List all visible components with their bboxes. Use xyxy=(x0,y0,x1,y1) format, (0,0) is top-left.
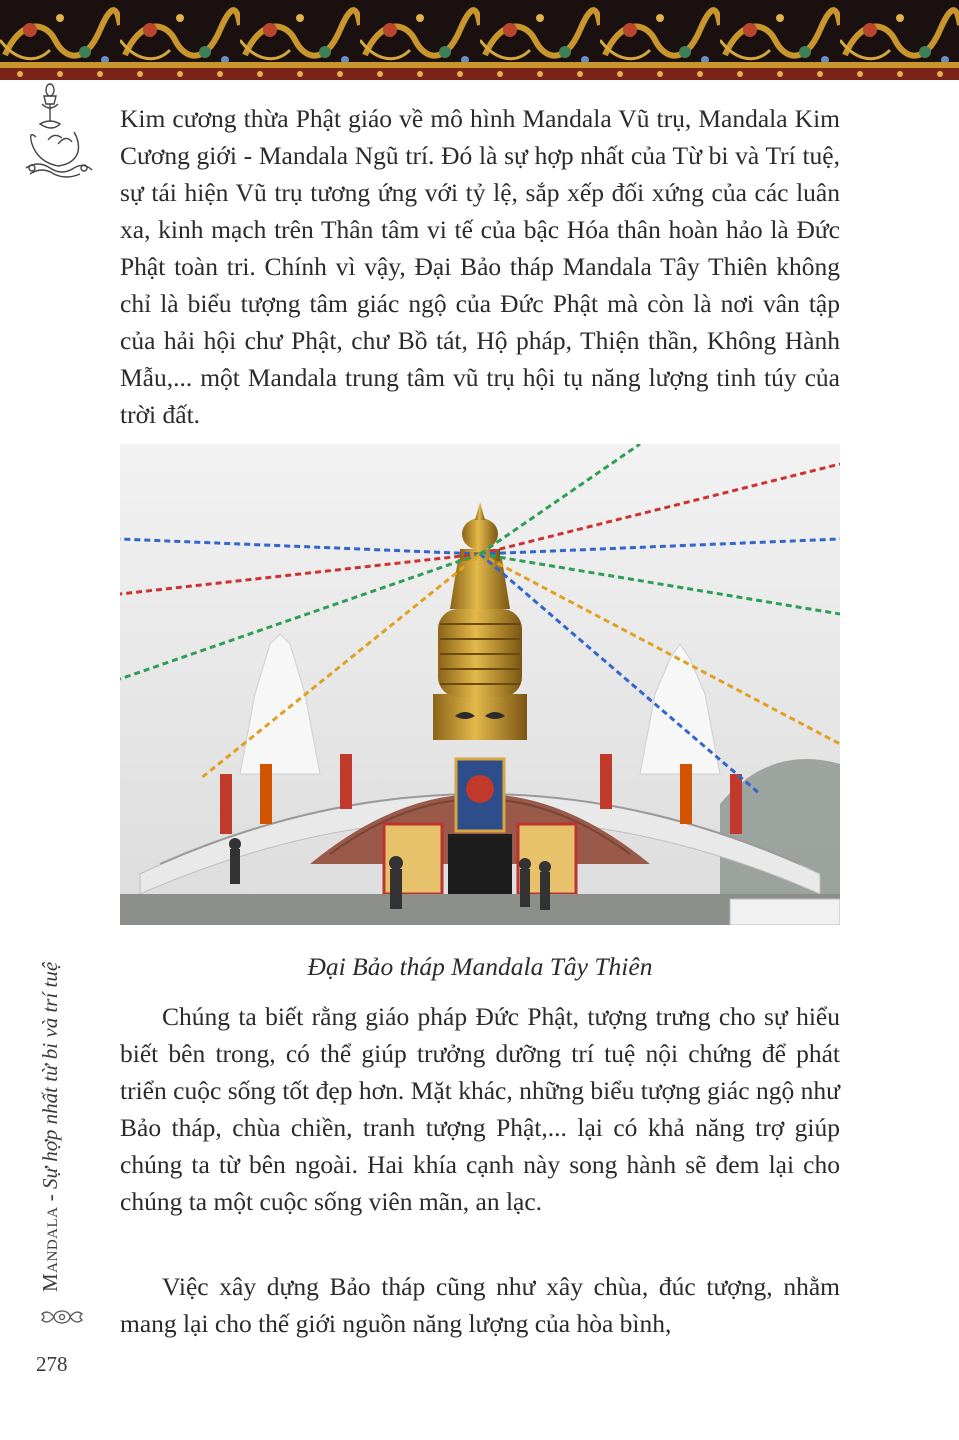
stupa-image xyxy=(120,444,840,925)
running-header-title: Mandala xyxy=(38,1206,62,1292)
body-paragraph-2: Chúng ta biết rằng giáo pháp Đức Phật, tượng trưng cho sự hiểu biết bên trong, có thể giúp trưởng dưỡng trí tuệ nội chứng để phát triển cuộc sống tốt đẹp hơn. Mặt khác, những biểu tượng giác ngộ như Bảo tháp, chùa chiền, tranh tượng Phật,... lại có khả năng trợ giúp chúng ta từ bên ngoài. Hai khía cạnh này song hành sẽ đem lại cho chúng ta một cuộc sống viên mãn, an lạc. xyxy=(120,1002,840,1216)
body-paragraph-1: Kim cương thừa Phật giáo về mô hình Mandala Vũ trụ, Mandala Kim Cương giới - Mandala Ngũ trí. Đó là sự hợp nhất của Từ bi và Trí tuệ, sự tái hiện Vũ trụ tương ứng với tỷ lệ, sắp xếp đối xứng của các luân xa, kinh mạch trên Thân tâm vi tế của bậc Hóa thân hoàn hảo là Đức Phật toàn tri. Chính vì vậy, Đại Bảo tháp Mandala Tây Thiên không chỉ là biểu tượng tâm giác ngộ của Đức Phật mà còn là nơi vân tập của hải hội chư Phật, chư Bồ tát, Hộ pháp, Thiện thần, Không Hành Mẫu,... một Mandala trung tâm vũ trụ hội tụ năng lượng tinh túy của trời đất. xyxy=(120,104,840,429)
running-header-separator: - xyxy=(38,1189,62,1207)
body-paragraph-3: Việc xây dựng Bảo tháp cũng như xây chùa, đúc tượng, nhằm mang lại cho thế giới nguồn năng lượng của hòa bình, xyxy=(120,1272,840,1338)
running-header-subtitle: Sự hợp nhất từ bi và trí tuệ xyxy=(38,961,62,1189)
page-number: 278 xyxy=(36,1352,68,1376)
ornament-icon xyxy=(40,1306,84,1328)
photo-caption: Đại Bảo tháp Mandala Tây Thiên xyxy=(307,952,653,981)
dragon-pattern-icon xyxy=(0,0,959,80)
vajra-hand-icon xyxy=(18,82,100,182)
decorative-banner xyxy=(0,0,959,80)
stupa-photo xyxy=(120,444,840,925)
running-header xyxy=(38,962,63,1292)
